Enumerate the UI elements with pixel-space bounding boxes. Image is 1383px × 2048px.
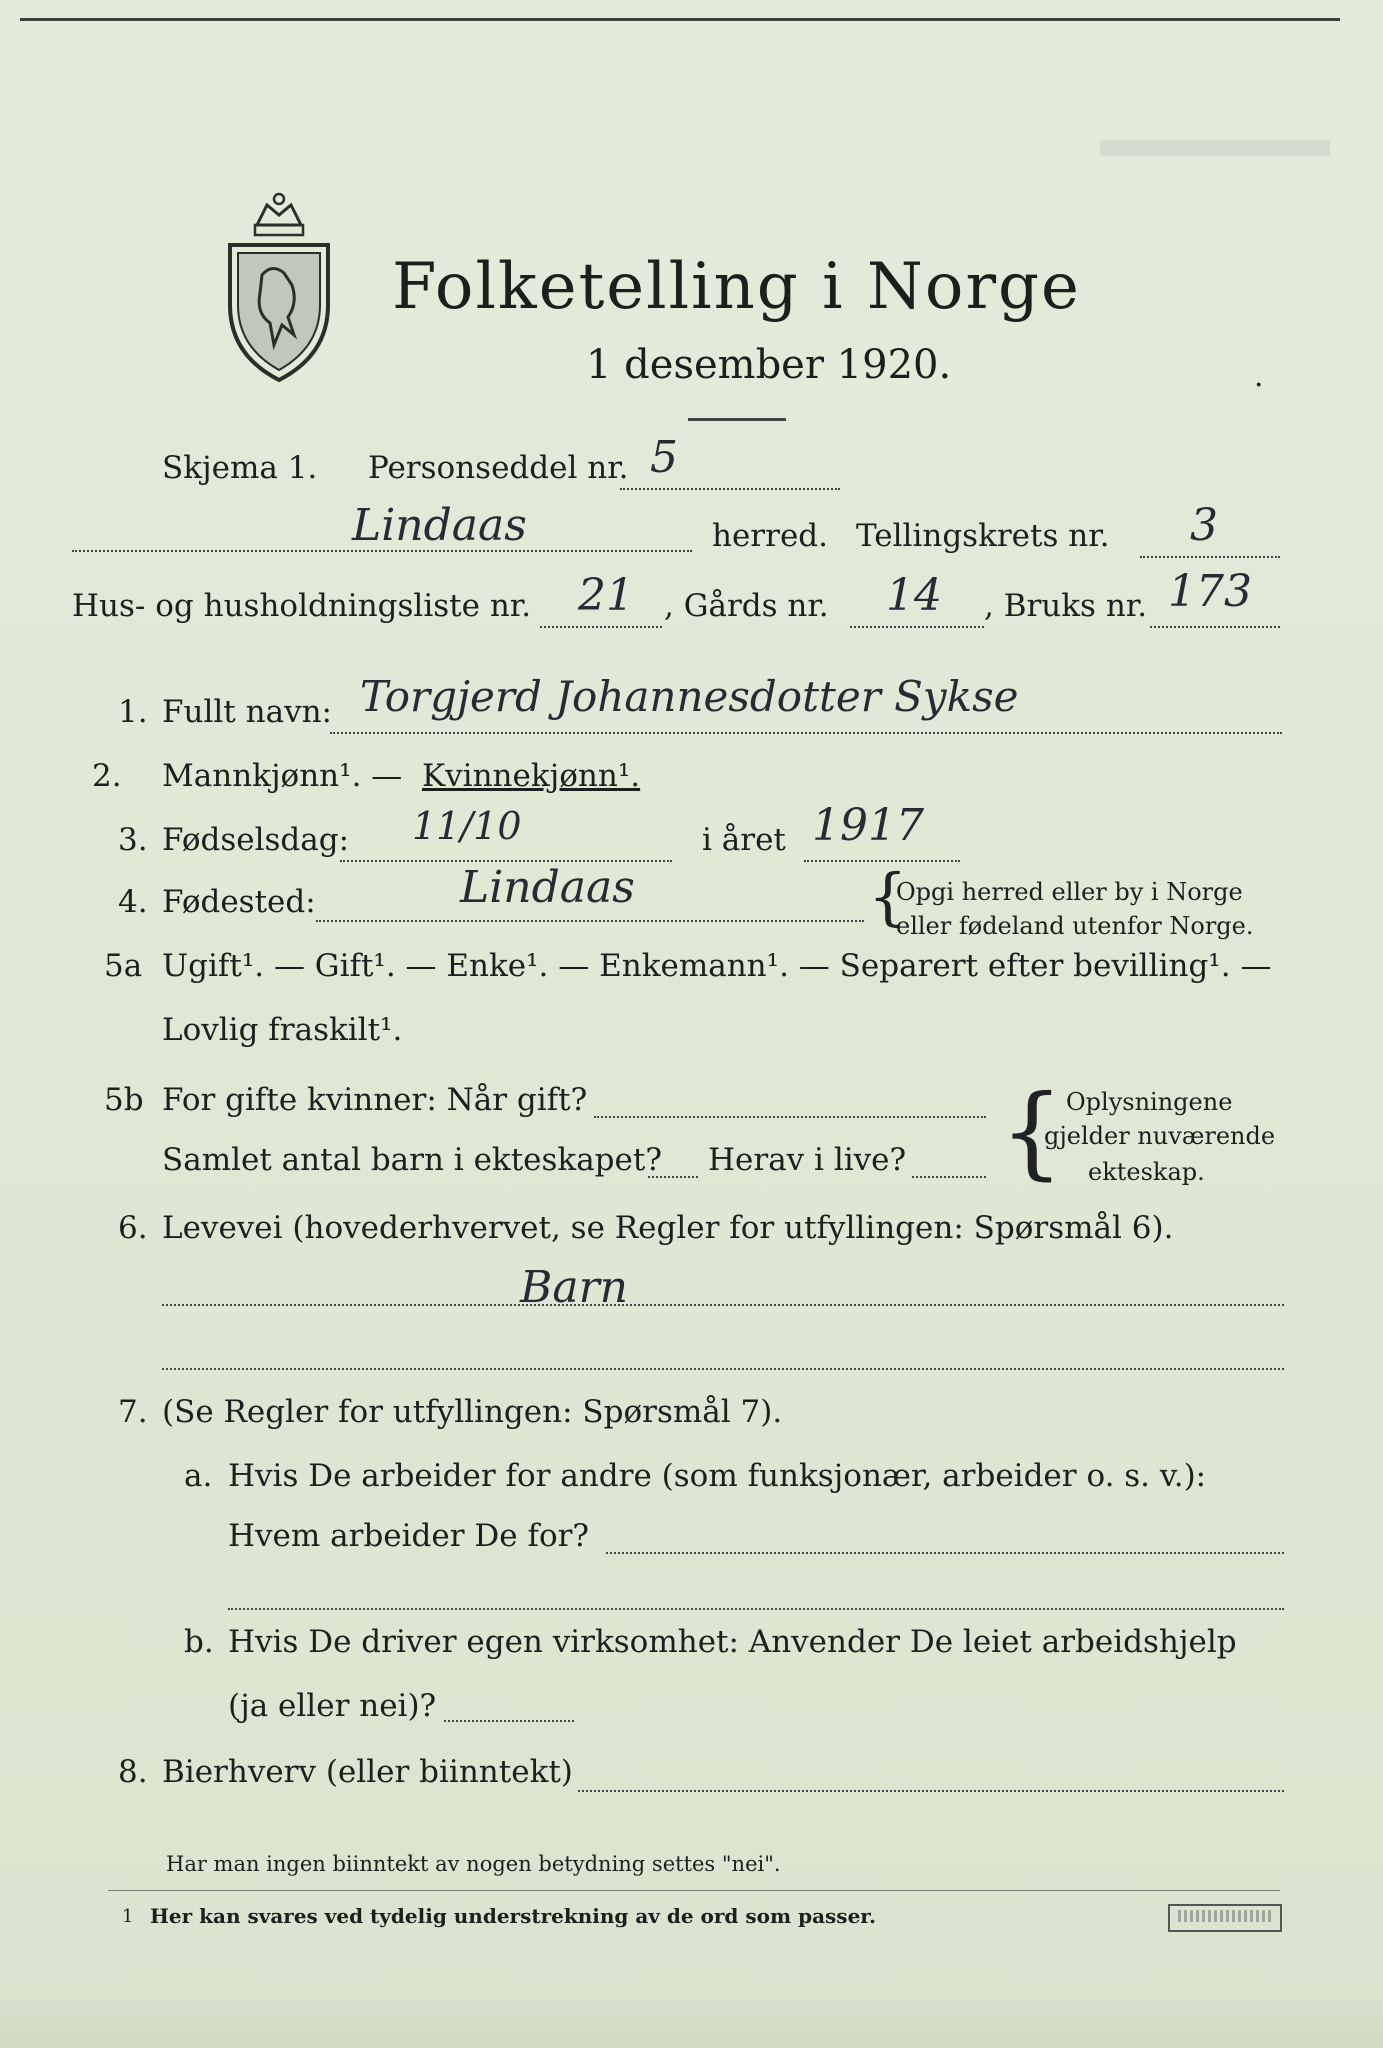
- q1-line: [330, 732, 1282, 734]
- q5b-married-line: [594, 1116, 986, 1118]
- q5a-line2: Lovlig fraskilt¹.: [162, 1012, 403, 1048]
- footnote-number: 1: [122, 1906, 134, 1927]
- q7b-line2: (ja eller nei)?: [228, 1688, 437, 1724]
- q5b-note2: gjelder nuværende: [1044, 1122, 1276, 1150]
- q7a-line: [606, 1552, 1284, 1554]
- hus-value[interactable]: 21: [578, 570, 634, 621]
- q3-number: 3.: [118, 822, 148, 858]
- footnote-divider: [108, 1890, 1280, 1891]
- gards-value[interactable]: 14: [886, 570, 942, 621]
- q7b-number: b.: [184, 1624, 214, 1660]
- skjema-label: Skjema 1.: [162, 450, 318, 486]
- q4-note-line2: eller fødeland utenfor Norge.: [896, 912, 1254, 940]
- q8-label: Bierhverv (eller biinntekt): [162, 1754, 573, 1790]
- q4-birthplace[interactable]: Lindaas: [460, 862, 635, 913]
- q6-label: Levevei (hovederhvervet, se Regler for utfyllingen: Spørsmål 6).: [162, 1210, 1174, 1246]
- personseddel-line: [620, 488, 840, 490]
- herred-label: herred.: [712, 518, 828, 554]
- q5b-alive-line: [912, 1176, 986, 1178]
- q5b-children-label: Samlet antal barn i ekteskapet?: [162, 1142, 662, 1178]
- q7a-number: a.: [184, 1458, 213, 1494]
- norway-coat-of-arms-icon: [222, 185, 337, 385]
- top-border: [20, 18, 1340, 21]
- tellingskrets-line: [1140, 556, 1280, 558]
- q2-number: 2.: [92, 758, 122, 794]
- q6-line2: [162, 1368, 1284, 1370]
- gards-line: [850, 626, 984, 628]
- bottom-edge: [0, 2000, 1383, 2048]
- footnote-text: Her kan svares ved tydelig understrekning av de ord som passer.: [150, 1904, 876, 1928]
- q7-label: (Se Regler for utfyllingen: Spørsmål 7).: [162, 1394, 783, 1430]
- q5b-alive-label: Herav i live?: [708, 1142, 907, 1178]
- q4-note-line1: Opgi herred eller by i Norge: [896, 878, 1243, 906]
- q6-occupation[interactable]: Barn: [520, 1262, 628, 1313]
- q1-number: 1.: [118, 694, 148, 730]
- personseddel-label: Personseddel nr.: [368, 450, 629, 486]
- personseddel-value[interactable]: 5: [650, 432, 678, 483]
- q7a-line2: Hvem arbeider De for?: [228, 1518, 590, 1554]
- tellingskrets-value[interactable]: 3: [1190, 500, 1218, 551]
- q7a-line1: Hvis De arbeider for andre (som funksjonær, arbeider o. s. v.):: [228, 1458, 1207, 1494]
- q3-label: Fødselsdag:: [162, 822, 350, 858]
- q5b-note1: Oplysningene: [1066, 1088, 1233, 1116]
- q5b-line1: For gifte kvinner: Når gift?: [162, 1082, 588, 1118]
- q4-brace: {: [868, 860, 908, 933]
- printer-stamp: [1168, 1904, 1282, 1932]
- q2-mann-label: Mannkjønn¹. —: [162, 758, 403, 794]
- bruks-value[interactable]: 173: [1168, 566, 1252, 617]
- q5b-brace: {: [1000, 1073, 1064, 1190]
- q7b-line: [444, 1720, 574, 1722]
- q6-number: 6.: [118, 1210, 148, 1246]
- q5a-line1: Ugift¹. — Gift¹. — Enke¹. — Enkemann¹. — Separert efter bevilling¹. —: [162, 948, 1272, 984]
- q5b-children-line: [648, 1176, 698, 1178]
- q7b-line1: Hvis De driver egen virksomhet: Anvender De leiet arbeidshjelp: [228, 1624, 1237, 1660]
- q3-year-label: i året: [702, 822, 786, 858]
- q1-full-name[interactable]: Torgjerd Johannesdotter Sykse: [360, 672, 1019, 721]
- stray-dot: ·: [1254, 368, 1264, 403]
- q4-line: [316, 920, 864, 922]
- herred-value[interactable]: Lindaas: [352, 500, 527, 551]
- tellingskrets-label: Tellingskrets nr.: [856, 518, 1110, 554]
- q5b-note3: ekteskap.: [1088, 1158, 1205, 1186]
- q4-number: 4.: [118, 884, 148, 920]
- q1-label: Fullt navn:: [162, 694, 332, 730]
- biinntekt-note: Har man ingen biinntekt av nogen betydning settes "nei".: [166, 1852, 781, 1876]
- q4-label: Fødested:: [162, 884, 316, 920]
- gards-label: , Gårds nr.: [664, 588, 829, 624]
- q7a-line-extra: [228, 1608, 1284, 1610]
- bruks-label: , Bruks nr.: [984, 588, 1148, 624]
- q5a-number: 5a: [104, 948, 143, 984]
- q8-number: 8.: [118, 1754, 148, 1790]
- q5b-number: 5b: [104, 1082, 144, 1118]
- title-divider: [688, 418, 786, 421]
- form-title: Folketelling i Norge: [392, 250, 1081, 324]
- form-date: 1 desember 1920.: [586, 342, 952, 388]
- q8-line: [578, 1790, 1284, 1792]
- q3-birthdate[interactable]: 11/10: [412, 804, 522, 848]
- hus-line: [540, 626, 662, 628]
- hus-label: Hus- og husholdningsliste nr.: [72, 588, 532, 624]
- bleed-through: [1100, 140, 1330, 156]
- q3-year-value[interactable]: 1917: [812, 800, 924, 851]
- bruks-line: [1150, 626, 1280, 628]
- q6-line1: [162, 1304, 1284, 1306]
- q7-number: 7.: [118, 1394, 148, 1430]
- q2-kvinne-label[interactable]: Kvinnekjønn¹.: [422, 758, 641, 794]
